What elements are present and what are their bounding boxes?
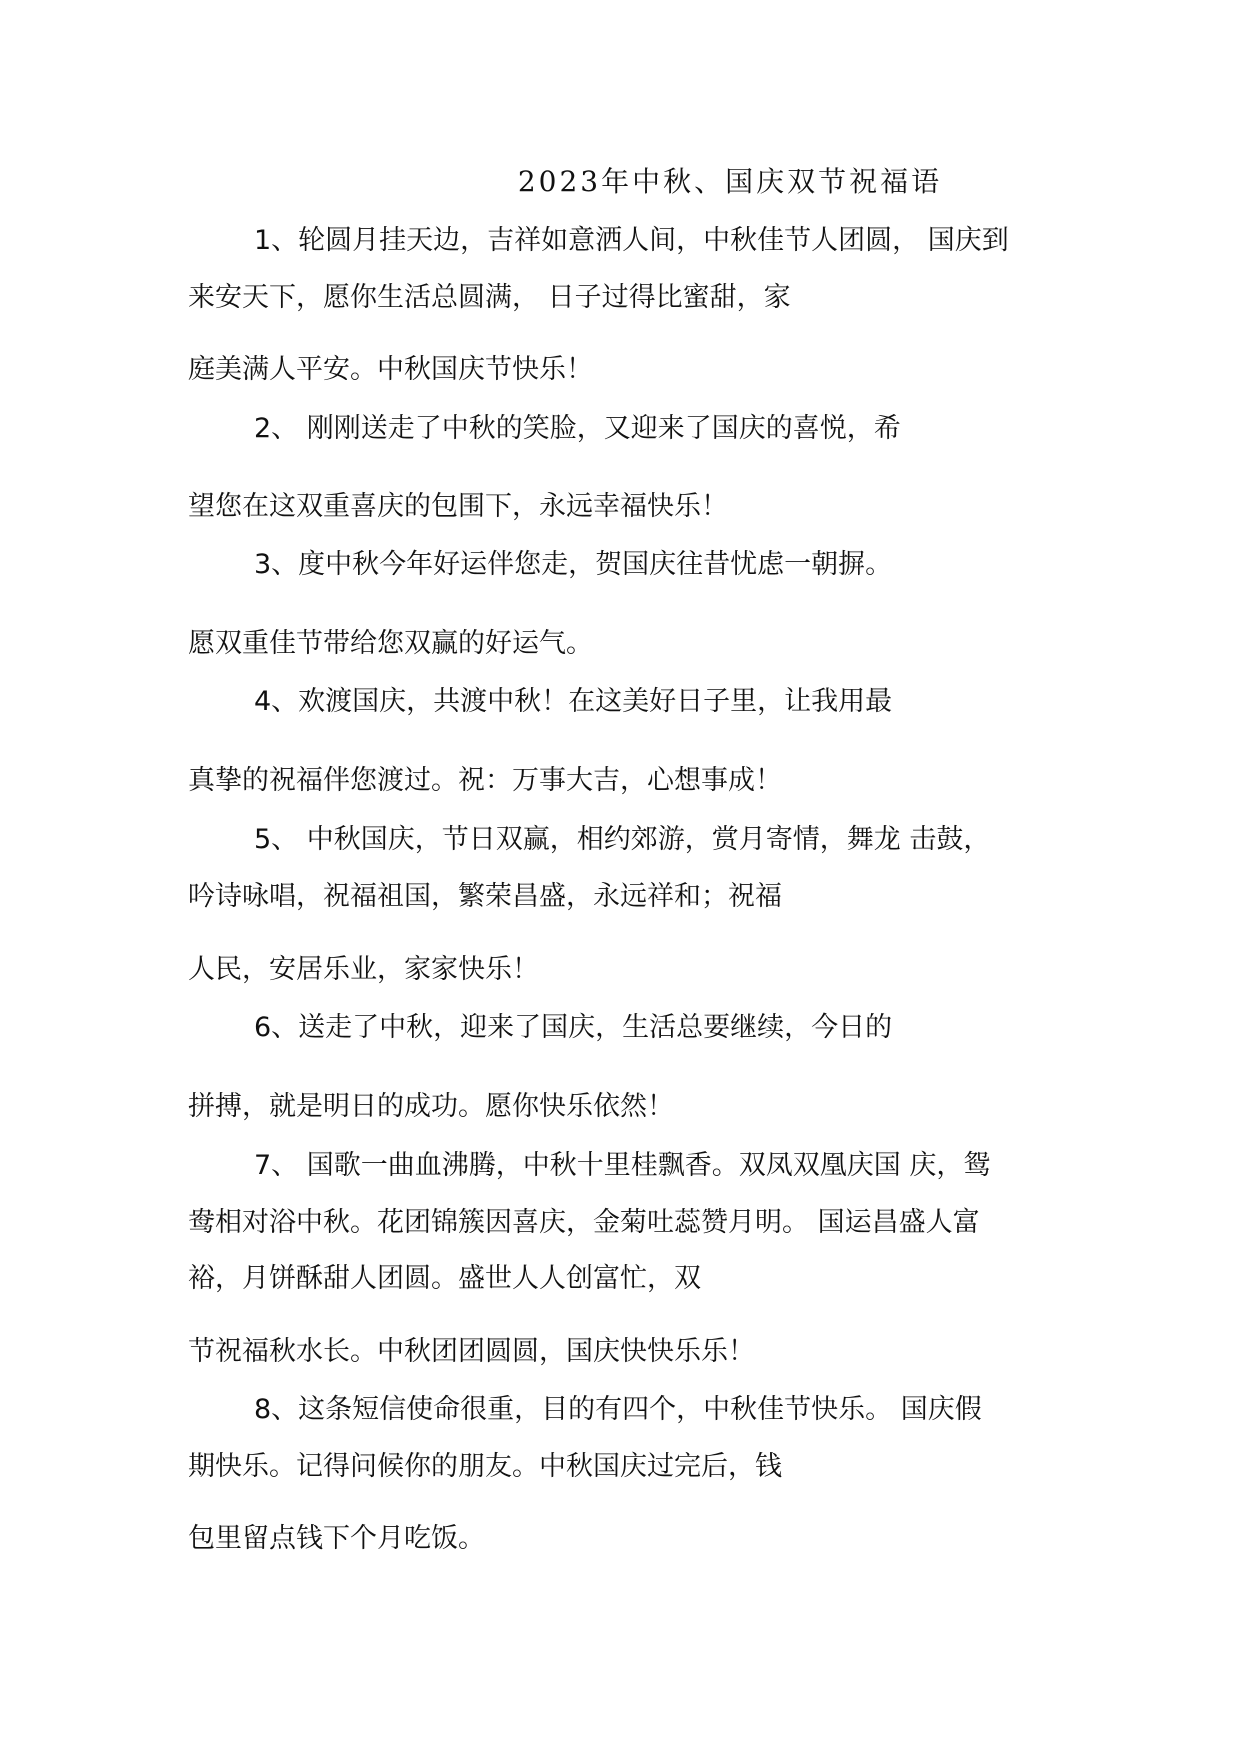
text-line: 吟诗咏唱，祝福祖国，繁荣昌盛，永远祥和；祝福 bbox=[188, 881, 782, 912]
text-line: 拼搏，就是明日的成功。愿你快乐依然！ bbox=[188, 1091, 674, 1122]
text-line: 望您在这双重喜庆的包围下，永远幸福快乐！ bbox=[188, 491, 728, 522]
text-line: 节祝福秋水长。中秋团团圆圆，国庆快快乐乐！ bbox=[188, 1336, 755, 1367]
document-title: 2023年中秋、国庆双节祝福语 bbox=[517, 165, 943, 198]
text-line: 庭美满人平安。中秋国庆节快乐！ bbox=[188, 354, 593, 385]
text-line: 5、 中秋国庆，节日双赢，相约郊游，赏月寄情，舞龙 击鼓， bbox=[254, 824, 991, 855]
text-line: 真挚的祝福伴您渡过。祝：万事大吉，心想事成！ bbox=[188, 765, 782, 796]
text-line: 4、欢渡国庆，共渡中秋！在这美好日子里，让我用最 bbox=[254, 686, 893, 717]
text-line: 6、送走了中秋，迎来了国庆，生活总要继续，今日的 bbox=[254, 1012, 893, 1043]
text-line: 包里留点钱下个月吃饭。 bbox=[188, 1523, 485, 1554]
text-line: 7、 国歌一曲血沸腾，中秋十里桂飘香。双凤双凰庆国 庆，鸳 bbox=[254, 1150, 991, 1181]
text-line: 人民，安居乐业，家家快乐！ bbox=[188, 954, 539, 985]
text-line: 愿双重佳节带给您双赢的好运气。 bbox=[188, 628, 593, 659]
text-line: 1、轮圆月挂天边，吉祥如意洒人间，中秋佳节人团圆， 国庆到 bbox=[254, 225, 1009, 256]
text-line: 裕，月饼酥甜人团圆。盛世人人创富忙，双 bbox=[188, 1263, 701, 1294]
text-line: 2、 刚刚送走了中秋的笑脸，又迎来了国庆的喜悦，希 bbox=[254, 413, 901, 444]
text-line: 3、度中秋今年好运伴您走，贺国庆往昔忧虑一朝摒。 bbox=[254, 549, 893, 580]
text-line: 鸯相对浴中秋。花团锦簇因喜庆，金菊吐蕊赞月明。 国运昌盛人富 bbox=[188, 1207, 980, 1238]
text-line: 期快乐。记得问候你的朋友。中秋国庆过完后，钱 bbox=[188, 1451, 782, 1482]
text-line: 来安天下，愿你生活总圆满， 日子过得比蜜甜，家 bbox=[188, 282, 791, 313]
text-line: 8、这条短信使命很重，目的有四个，中秋佳节快乐。 国庆假 bbox=[254, 1394, 982, 1425]
